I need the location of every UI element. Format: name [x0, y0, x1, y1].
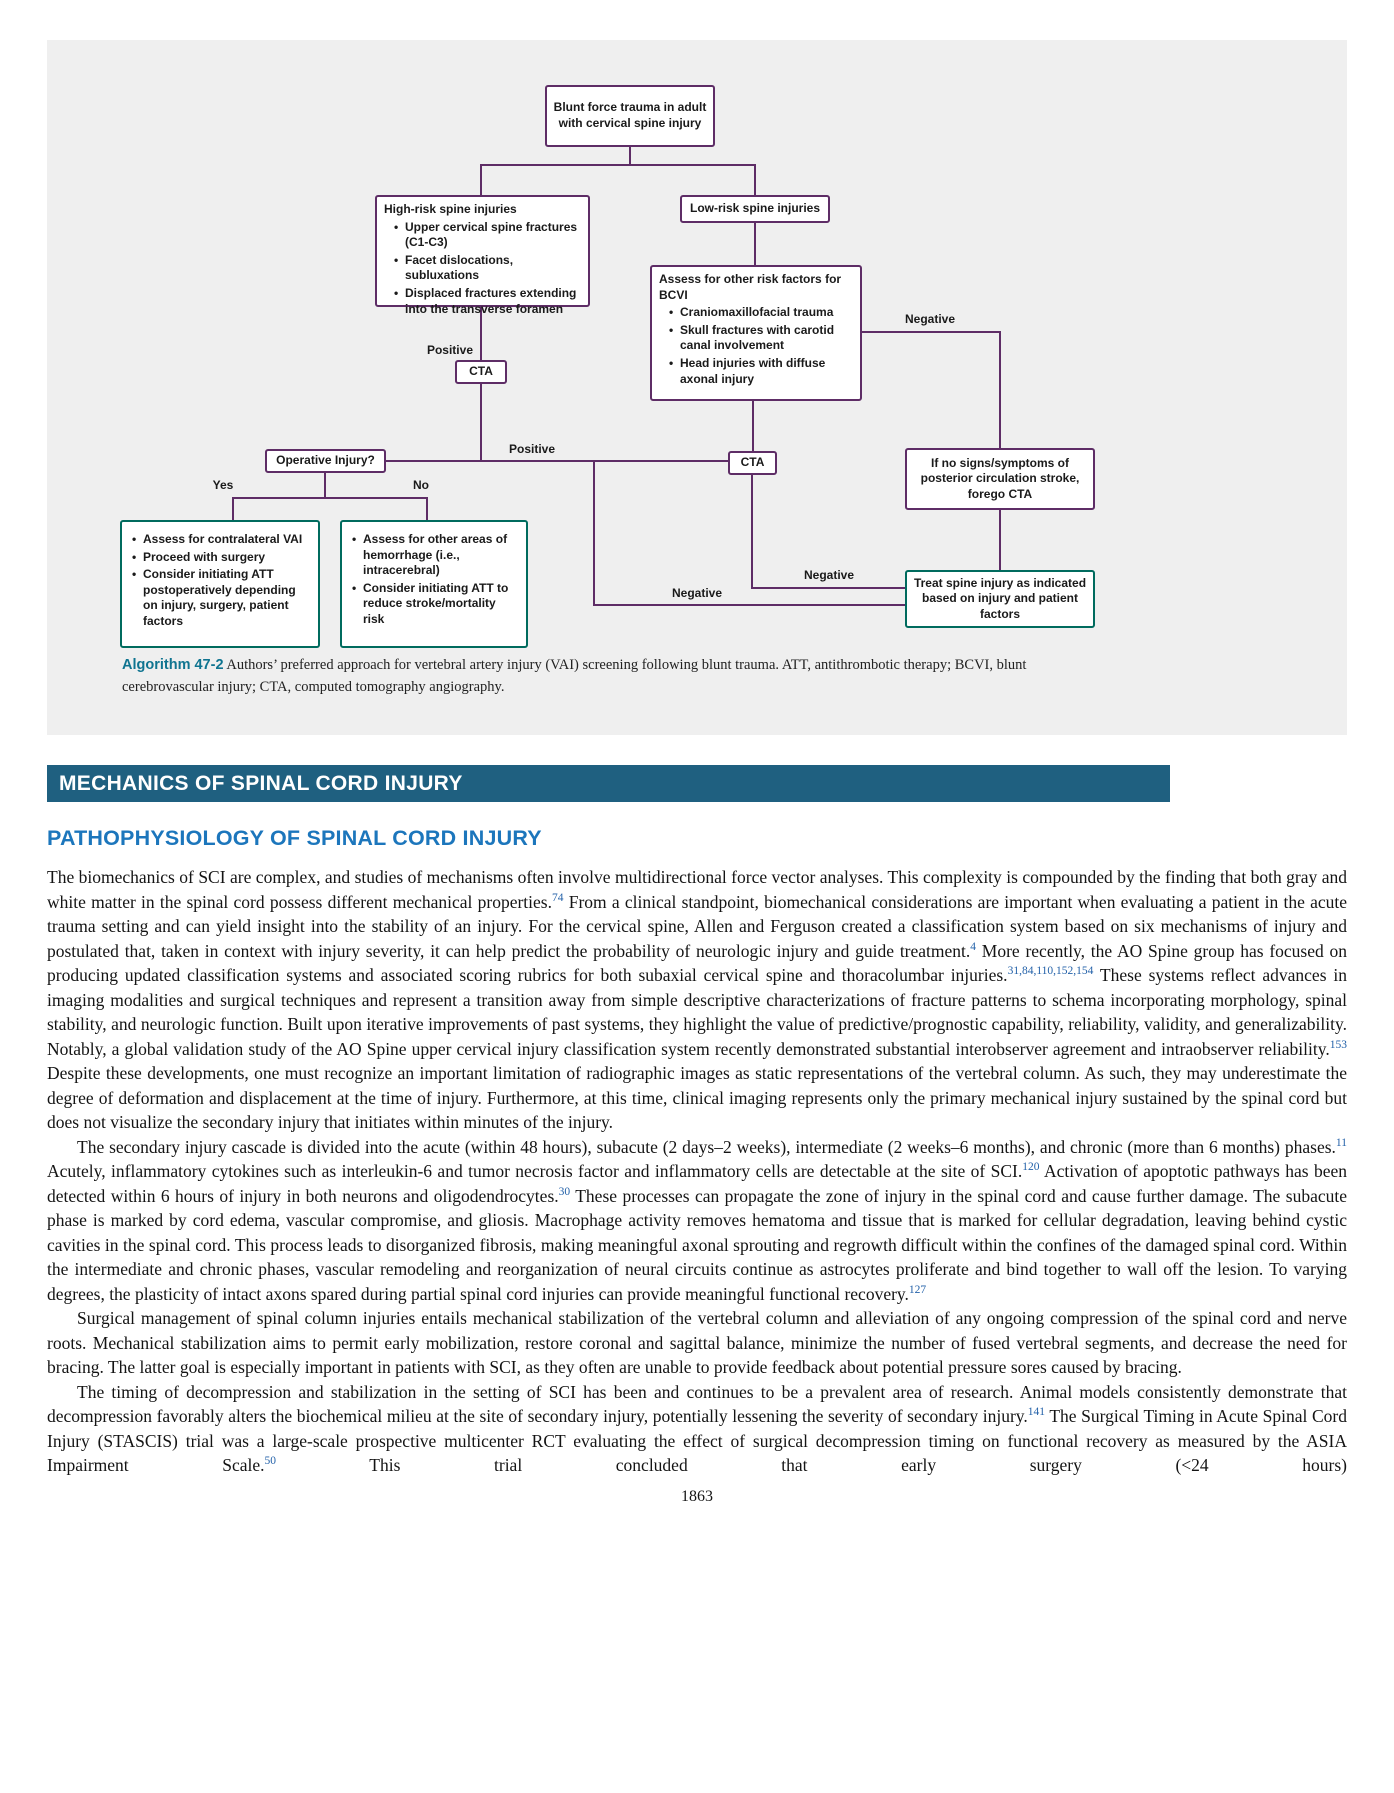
node-text: CTA — [469, 364, 493, 379]
node-text: If no signs/symptoms of posterior circulation stroke, forego CTA — [920, 455, 1080, 501]
paragraph-text: Acutely, inflammatory cytokines such as interleukin-6 and tumor necrosis factor and inflammatory cells are detectable at the site of SCI. — [47, 1161, 1023, 1181]
reference-superscript: 11 — [1335, 1136, 1347, 1149]
paragraph-text: From a clinical standpoint, biomechanical considerations are important when evaluating a patient in the acute trauma setting and can yield insight into the stability of an injury. For the cervical spine, Allen and Ferguson created a classification system based on six mechanisms of injury and postulated that, taken in context with injury severity, it can help predict the probability of neurologic injury and guide treatment. — [47, 891, 1347, 961]
connector — [480, 164, 482, 196]
node-assess-bcvi-risk-factors — [650, 265, 862, 401]
connector — [629, 145, 631, 166]
paragraph-text: These processes can propagate the zone of injury in the spinal cord and cause further damage. The subacute phase is marked by cord edema, vascular compromise, and gliosis. Macrophage activity removes hematoma and tissue that is marked for cellular degradation, leaving behind cystic cavities in the spinal cord. This process leads to disorganized fibrosis, making meaningful axonal sprouting and regrowth difficult within the confines of the damaged spinal cord. Within the intermediate and chronic phases, vascular remodeling and reorganization of neural circuits continue as astrocytes proliferate and bind together to wall off the lesion. To varying degrees, the plasticity of intact axons spared during partial spinal cord injuries can provide meaningful functional recovery. — [47, 1185, 1347, 1304]
node-text: Low-risk spine injuries — [689, 201, 821, 216]
node-forego-cta — [905, 448, 1095, 510]
label-no: No — [413, 478, 429, 492]
connector — [999, 509, 1001, 571]
paragraph-1 — [47, 865, 1347, 1135]
paragraph-3 — [47, 1306, 1347, 1380]
node-text: Operative Injury? — [276, 453, 375, 468]
connector — [754, 164, 756, 196]
section-bar-title: MECHANICS OF SPINAL CORD INJURY — [47, 765, 1170, 802]
label-positive-left: Positive — [426, 343, 473, 357]
node-cta-right — [728, 451, 777, 475]
node-bullet: • Assess for contralateral VAI — [132, 532, 310, 548]
reference-superscript: 74 — [551, 891, 564, 904]
node-text: CTA — [740, 455, 765, 470]
connector — [324, 472, 326, 499]
node-bullet: • Head injuries with diffuse axonal injury — [669, 356, 853, 387]
paragraph-text: These systems reflect advances in imaging modalities and surgical techniques and represent a transition away from simple descriptive characterizations of fracture patterns to schema incorporating morphology, spinal stability, and neurologic function. Built upon iterative improvements of past systems, they highlight the value of predictive/prognostic capability, reliability, validity, and generalizability. Notably, a global validation study of the AO Spine upper cervical injury classification system recently demonstrated substantial interobserver agreement and intraobserver reliability. — [47, 965, 1347, 1059]
node-bullet: • Skull fractures with carotid canal involvement — [669, 323, 853, 354]
node-bullet: • Craniomaxillofacial trauma — [669, 305, 853, 321]
paragraph-2 — [47, 1135, 1347, 1307]
connector — [385, 460, 729, 462]
label-negative-left: Negative — [671, 586, 723, 600]
paragraph-text: Activation of apoptotic pathways has been detected within 6 hours of injury in both neurons and oligodendrocytes. — [47, 1161, 1347, 1206]
reference-superscript: 30 — [558, 1185, 571, 1198]
reference-superscript: 120 — [1022, 1161, 1040, 1174]
node-bullet: • Consider initiating ATT postoperatively depending on injury, surgery, patient factors — [132, 567, 310, 629]
node-outcome-surgery — [120, 520, 320, 648]
book-page — [0, 40, 1394, 1546]
paragraph-text: This trial concluded that early surgery (<24 hours) — [276, 1455, 1347, 1475]
node-bullet: • Assess for other areas of hemorrhage (i.e., intracerebral) — [352, 532, 518, 579]
paragraph-text: The Surgical Timing in Acute Spinal Cord Injury (STASCIS) trial was a large-scale prospective multicenter RCT evaluating the effect of surgical decompression timing on functional recovery as measured by the ASIA Impairment Scale. — [47, 1406, 1347, 1475]
node-bullet: • Facet dislocations, subluxations — [394, 253, 581, 284]
label-negative-top: Negative — [904, 312, 956, 326]
connector — [232, 497, 234, 521]
label-yes: Yes — [212, 478, 234, 492]
figure-caption-label: Algorithm 47-2 — [122, 657, 224, 673]
figure-caption — [122, 654, 1107, 699]
node-text: Blunt force trauma in adult with cervical spine injury — [553, 100, 707, 130]
paragraph-text: More recently, the AO Spine group has focused on producing updated classification systems and associated scoring rubrics for both subaxial cervical spine and thoracolumbar injuries. — [47, 940, 1347, 985]
connector — [593, 460, 595, 606]
paragraph-text: The secondary injury cascade is divided into the acute (within 48 hours), subacute (2 days–2 weeks), intermediate (2 weeks–6 months), and chronic (more than 6 months) phases. — [77, 1136, 1336, 1157]
algorithm-figure — [47, 40, 1347, 735]
node-high-risk-spine-injuries — [375, 195, 590, 316]
paragraph-text: Surgical management of spinal column injuries entails mechanical stabilization of the vertebral column and alleviation of any ongoing compression of the spinal cord and nerve roots. Mechanical stabilization aims to permit early mobilization, restore coronal and sagittal balance, minimize the number of fused vertebral segments, and decrease the need for bracing. The latter goal is especially important in patients with SCI, as they often are unable to provide feedback about potential pressure sores caused by bracing. — [47, 1308, 1347, 1377]
node-title: High-risk spine injuries — [384, 202, 517, 216]
reference-superscript: 141 — [1027, 1406, 1046, 1419]
node-bullet: • Consider initiating ATT to reduce stroke/mortality risk — [352, 581, 518, 628]
label-negative-right: Negative — [803, 568, 855, 582]
figure-caption-text: Authors’ preferred approach for vertebral artery injury (VAI) screening following blunt trauma. ATT, antithrombotic therapy; BCVI, blunt cerebrovascular injury; CTA, computed tomography angiography. — [122, 657, 1027, 696]
node-operative-injury — [265, 449, 386, 473]
reference-superscript: 50 — [264, 1455, 277, 1468]
connector — [232, 497, 428, 499]
node-text: Treat spine injury as indicated based on injury and patient factors — [913, 575, 1087, 621]
node-cta-left — [455, 360, 507, 384]
reference-superscript: 4 — [970, 940, 977, 953]
reference-superscript: 127 — [908, 1283, 927, 1296]
connector — [754, 223, 756, 266]
node-treat-spine-injury — [905, 570, 1095, 628]
node-bullet: • Proceed with surgery — [132, 550, 310, 566]
connector — [752, 399, 754, 453]
node-bullet: • Upper cervical spine fractures (C1-C3) — [394, 220, 581, 251]
paragraph-text: The timing of decompression and stabilization in the setting of SCI has been and continues to be a prevalent area of research. Animal models consistently demonstrate that decompression favorably alters the biochemical milieu at the site of secondary injury, potentially lessening the severity of secondary injury. — [47, 1381, 1347, 1426]
paragraph-text: The biomechanics of SCI are complex, and studies of mechanisms often involve multidirectional force vector analyses. This complexity is compounded by the finding that both gray and white matter in the spinal cord possess different mechanical properties. — [47, 867, 1347, 912]
connector — [999, 331, 1001, 449]
paragraph-text: Despite these developments, one must recognize an important limitation of radiographic images as static representations of the vertebral column. As such, they may underestimate the degree of deformation and displacement at the time of injury. Furthermore, at this time, clinical imaging represents only the primary mechanical injury sustained by the spinal cord but does not visualize the secondary injury that initiates within minutes of the injury. — [47, 1063, 1347, 1132]
node-blunt-force-trauma — [545, 85, 715, 147]
page-number: 1863 — [681, 1487, 713, 1505]
subsection-heading: PATHOPHYSIOLOGY OF SPINAL CORD INJURY — [47, 826, 542, 850]
connector — [859, 331, 1001, 333]
node-bullet: • Displaced fractures extending into the transverse foramen — [394, 286, 581, 317]
node-outcome-hemorrhage — [340, 520, 528, 648]
connector — [751, 587, 906, 589]
connector — [480, 164, 756, 166]
connector — [426, 497, 428, 521]
reference-superscript: 31,84,110,152,154 — [1007, 965, 1094, 978]
node-low-risk-spine-injuries — [680, 195, 830, 223]
reference-superscript: 153 — [1329, 1038, 1347, 1051]
paragraph-4 — [47, 1380, 1347, 1478]
node-title: Assess for other risk factors for BCVI — [659, 272, 842, 302]
connector — [751, 474, 753, 589]
connector — [593, 604, 906, 606]
label-positive-mid: Positive — [508, 442, 556, 456]
